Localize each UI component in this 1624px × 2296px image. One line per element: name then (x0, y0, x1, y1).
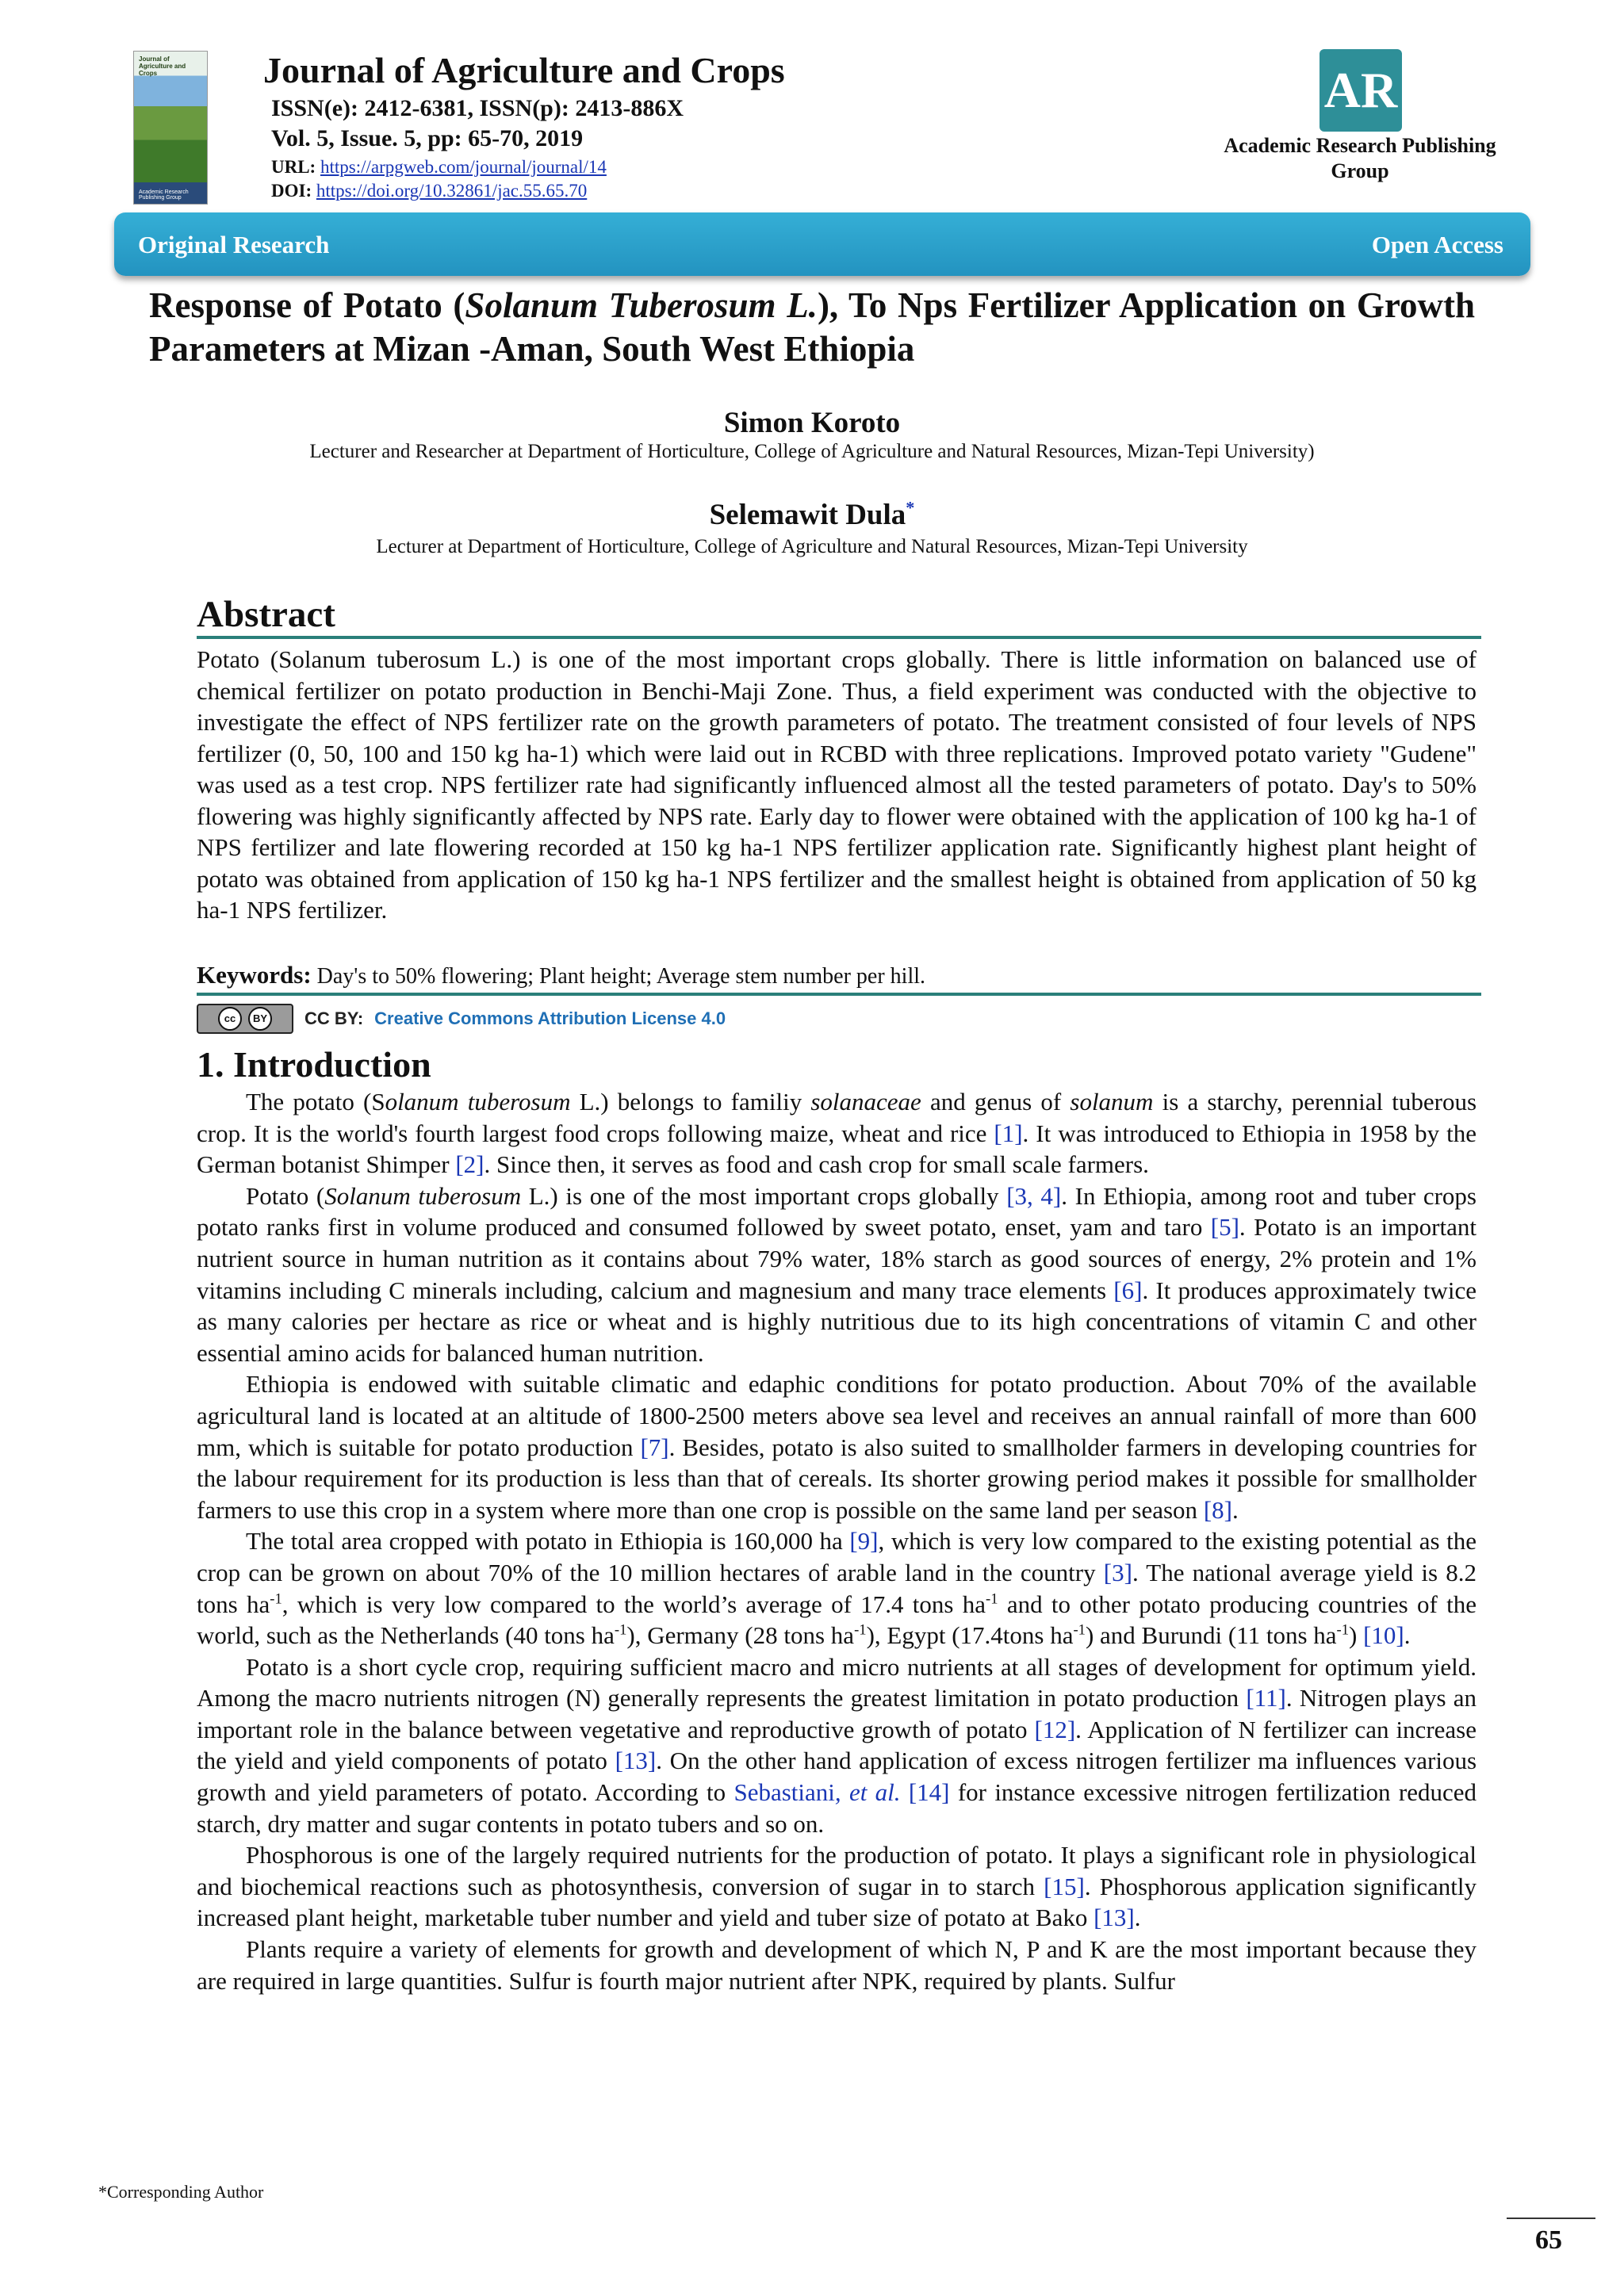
license-link[interactable]: Creative Commons Attribution License 4.0 (374, 1008, 726, 1028)
citation-link[interactable]: [9] (849, 1527, 879, 1556)
citation-link[interactable]: Sebastiani (733, 1778, 835, 1807)
journal-volume: Vol. 5, Issue. 5, pp: 65-70, 2019 (271, 125, 584, 151)
citation-link[interactable]: [2] (455, 1150, 485, 1179)
author-name: Simon Koroto (723, 407, 901, 439)
journal-doi-line (271, 181, 587, 201)
title-part-1: Response of Potato ( (149, 285, 465, 325)
author-name-2 (0, 498, 1624, 532)
citation-link[interactable]: [1] (994, 1119, 1023, 1147)
cover-title: Journal of Agriculture and Crops (139, 55, 186, 77)
publisher-name: Academic Research Publishing Group (1224, 134, 1496, 182)
abstract-text: Potato (Solanum tuberosum L.) is one of the most important crops globally. There is little information on balanced use of chemical fertilizer on potato production in Benchi-Maji Zone. Thus, a field experiment was conducted with the objective to investigate the effect of NPS fertilizer rate on the growth parameters of potato. The treatment consisted of four levels of NPS fertilizer (0, 50, 100 and 150 kg ha-1) which were laid out in RCBD with three replications. Improved potato variety "Gudene" was used as a test crop. NPS fertilizer rate had significantly influenced almost all the tested parameters of potato. Day's to 50% flowering was highly significantly affected by NPS rate. Early day to flower were obtained with the application of 100 kg ha-1 of NPS fertilizer and late flowering recorded at 150 kg ha-1 NPS fertilizer application rate. Significantly highest plant height of potato was obtained from application of 150 kg ha-1 NPS fertilizer and the smallest height is obtained from application of 50 kg ha-1 NPS fertilizer. (197, 645, 1477, 924)
author-affiliation-2: Lecturer at Department of Horticulture, College of Agriculture and Natural Resources, Mizan-Tepi University (376, 536, 1248, 557)
journal-title: Journal of Agriculture and Crops (263, 50, 785, 90)
intro-paragraph: The potato (Solanum tuberosum L.) belongs to familiy solanaceae and genus of solanum is a starchy, perennial tuberous crop. It is the world's fourth largest food crops following maize, wheat and rice [1]. It was introduced to Ethiopia in 1958 by the German botanist Shimper [2]. Since then, it serves as food and cash crop for small scale farmers. (197, 1088, 1477, 1179)
paper-title (149, 284, 1475, 371)
corresponding-marker: * (906, 497, 915, 518)
intro-paragraph: Plants require a variety of elements for growth and development of which N, P and K are the most important because they are required in large quantities. Sulfur is fourth major nutrient after NPK, required by plants. Sulfur (197, 1935, 1477, 1995)
citation-link[interactable]: [13] (615, 1747, 657, 1775)
abstract-heading: Abstract (197, 594, 335, 635)
abstract-top-rule (197, 636, 1481, 639)
citation-link[interactable]: [5] (1210, 1213, 1239, 1242)
introduction-heading: 1. Introduction (197, 1044, 431, 1085)
corresponding-author-note: *Corresponding Author (98, 2182, 264, 2202)
keywords-line (197, 961, 1477, 989)
doi-label: DOI: (271, 181, 312, 201)
open-access-label: Open Access (1371, 231, 1503, 258)
license-label: CC BY: (304, 1008, 364, 1028)
journal-url-line (271, 157, 607, 178)
cc-by-badge-icon[interactable] (197, 1004, 293, 1034)
keywords-label: Keywords: (197, 961, 312, 989)
intro-paragraph: Potato (Solanum tuberosum L.) is one of the most important crops globally [3, 4]. In Ethiopia, among root and tuber crops potato ranks first in volume produced and consumed followed by sweet potato, enset, yam and taro [5]. Potato is an important nutrient source in human nutrition as it contains about 79% water, 18% starch as good sources of energy, 2% protein and 1% vitamins including C minerals including, calcium and magnesium and many trace elements [6]. It produces approximately twice as many calories per hectare as rice or wheat and is highly nutritious due to its high concentrations of vitamin C and other essential amino acids for balanced human nutrition. (197, 1181, 1477, 1367)
publisher-logo: AR (1320, 49, 1402, 132)
citation-link[interactable]: [10] (1363, 1621, 1404, 1650)
page-number: 65 (1535, 2225, 1562, 2255)
title-part-2: ), To Nps Fertilizer Application on Growth Parameters at Mizan -Aman, South West Ethiopia (149, 285, 1476, 369)
url-label: URL: (271, 157, 316, 177)
journal-url-link[interactable]: https://arpgweb.com/journal/journal/14 (320, 157, 607, 177)
author-affiliation: Lecturer and Researcher at Department of Horticulture, College of Agriculture and Natural Resources, Mizan-Tepi University) (309, 441, 1315, 462)
intro-paragraph: Phosphorous is one of the largely required nutrients for the production of potato. It plays a significant role in physiological and biochemical reactions such as photosynthesis, conversion of sugar in to starch [15]. Phosphorous application significantly increased plant height, marketable tuber number and yield and tuber size of potato at Bako [13]. (197, 1841, 1477, 1932)
citation-link[interactable]: [8] (1203, 1495, 1232, 1524)
citation-link[interactable]: , et al. (834, 1778, 901, 1807)
journal-cover-thumbnail (133, 51, 208, 205)
intro-paragraph: Ethiopia is endowed with suitable climatic and edaphic conditions for potato production. About 70% of the available agricultural land is located at an altitude of 1800-2500 meters above sea level and receives an annual rainfall of more than 600 mm, which is suitable for potato production [7]. Besides, potato is also suited to smallholder farmers in developing countries for the labour requirement for its production is less than that of cereals. Its shorter growing period makes it possible for smallholder farmers to use this crop in a system where more than one crop is possible on the same land per season [8]. (197, 1370, 1477, 1524)
abstract-bottom-rule (197, 993, 1481, 996)
citation-link[interactable]: [7] (640, 1433, 669, 1461)
citation-link[interactable]: [12] (1034, 1715, 1076, 1743)
cover-publisher: Academic Research Publishing Group (139, 189, 189, 201)
citation-link[interactable]: [13] (1094, 1904, 1135, 1932)
title-italic: Solanum Tuberosum L. (465, 285, 818, 325)
footer-rule (1507, 2218, 1595, 2219)
journal-issn: ISSN(e): 2412-6381, ISSN(p): 2413-886X (271, 95, 684, 121)
cc-icon: cc (218, 1007, 242, 1031)
keywords-text: Day's to 50% flowering; Plant height; Average stem number per hill. (316, 964, 926, 989)
citation-link[interactable]: [14] (908, 1778, 950, 1807)
citation-link[interactable]: [6] (1113, 1276, 1143, 1304)
intro-paragraph: Potato is a short cycle crop, requiring sufficient macro and micro nutrients at all stages of development for optimum yield. Among the macro nutrients nitrogen (N) generally represents the greatest limitation in potato production [11]. Nitrogen plays an important role in the balance between vegetative and reproductive growth of potato [12]. Application of N fertilizer can increase the yield and yield components of potato [13]. On the other hand application of excess nitrogen fertilizer ma influences various growth and yield parameters of potato. According to Sebastiani, et al. [14] for instance excessive nitrogen fertilization reduced starch, dry matter and sugar contents in potato tubers and so on. (197, 1652, 1477, 1838)
citation-link[interactable]: [3] (1103, 1558, 1132, 1586)
by-icon: BY (248, 1007, 272, 1031)
article-type-banner (114, 212, 1530, 276)
citation-link[interactable]: [3, 4] (1006, 1181, 1062, 1210)
author-2-name: Selemawit Dula (709, 499, 906, 531)
citation-link[interactable]: [15] (1044, 1872, 1085, 1900)
introduction-body (197, 1086, 1477, 1996)
doi-link[interactable]: https://doi.org/10.32861/jac.55.65.70 (316, 181, 588, 201)
intro-paragraph: The total area cropped with potato in Ethiopia is 160,000 ha [9], which is very low compared to the existing potential as the crop can be grown on about 70% of the 10 million hectares of arable land in the country [3]. The national average yield is 8.2 tons $ha^{-1}$, which is very low compared to the world’s average of 17.4 tons $ha^{-1}$ and to other potato producing countries of the world, such as the Netherlands (40 tons $ha^{-1}$), Germany (28 tons $ha^{-1}$), Egypt (17.4tons $ha^{-1}$) and Burundi (11 tons $ha^{-1}$) [10]. (197, 1527, 1477, 1650)
original-research-label: Original Research (138, 231, 330, 258)
license-line (197, 1005, 726, 1032)
citation-link[interactable]: [11] (1246, 1684, 1286, 1712)
